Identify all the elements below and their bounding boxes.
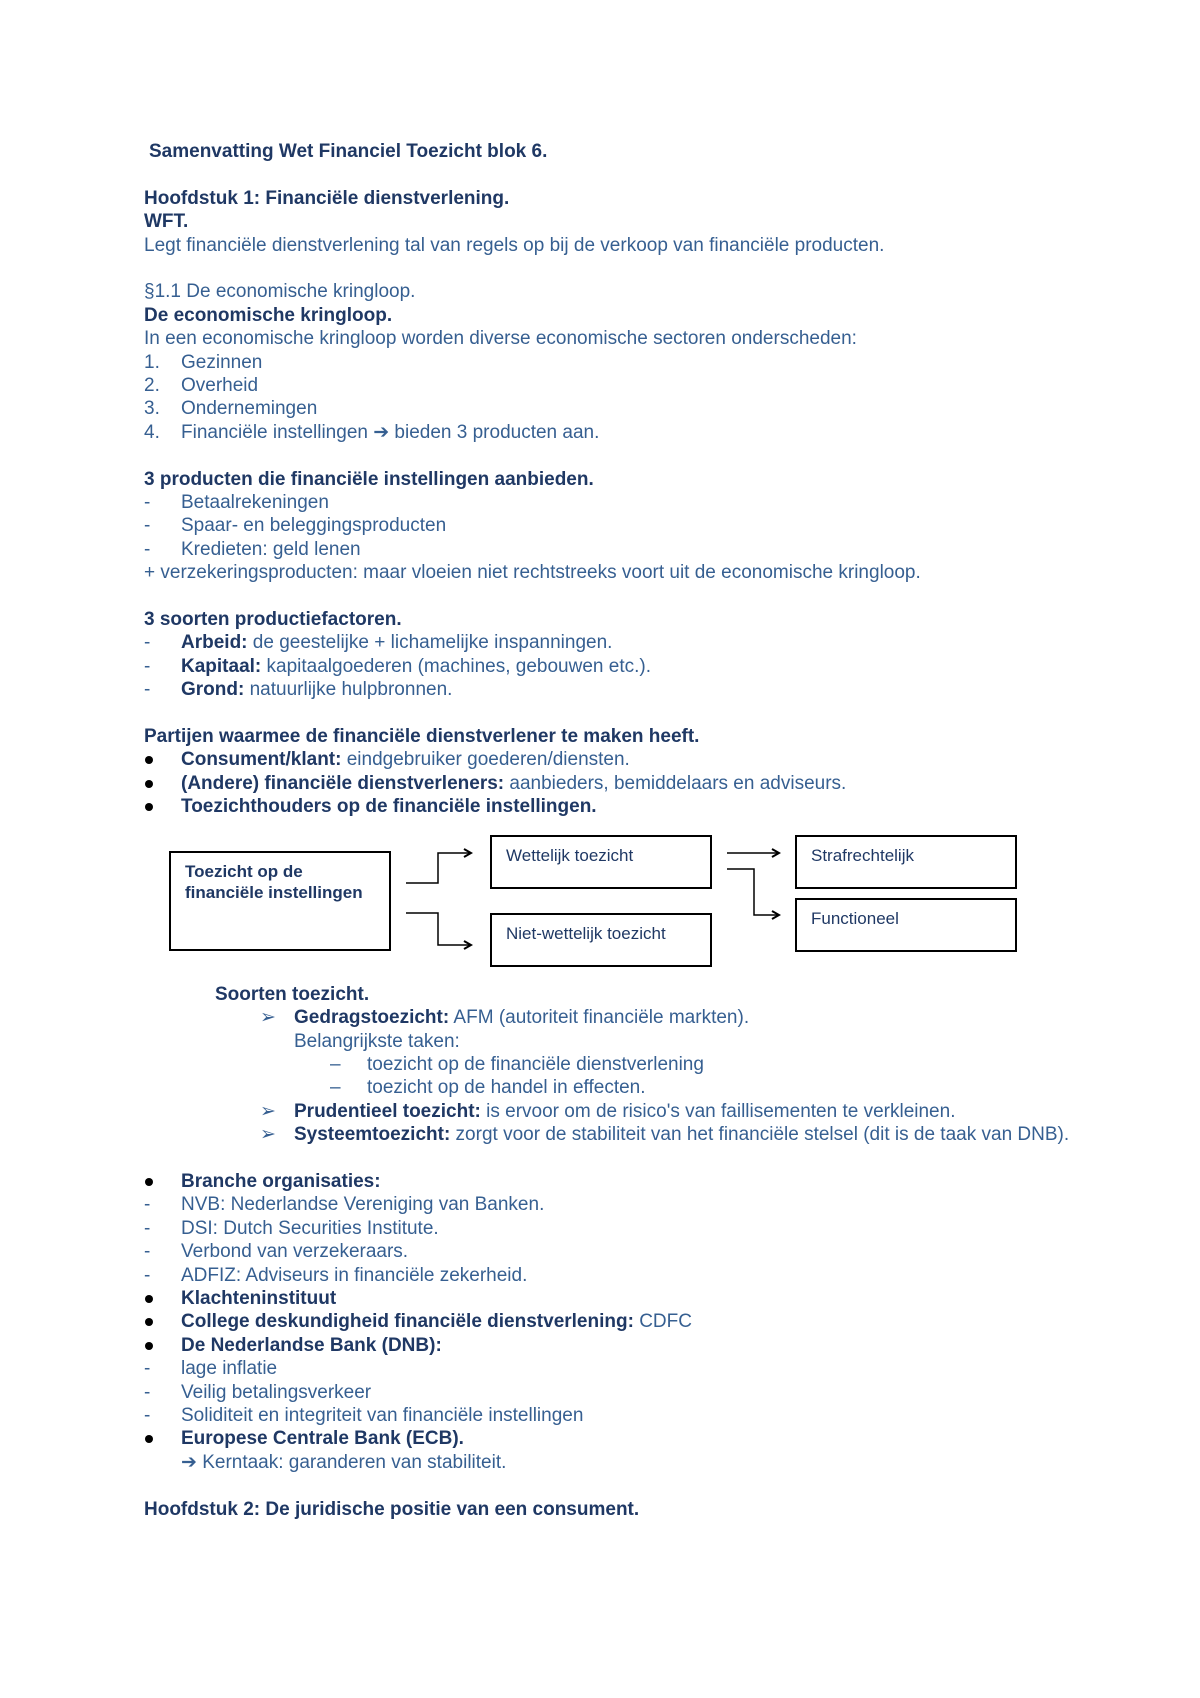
arrow-to-functioneel: [727, 869, 779, 915]
list-item: - DSI: Dutch Securities Institute.: [144, 1217, 439, 1239]
sectors-list: [144, 351, 1104, 445]
kringloop-intro: In een economische kringloop worden diverse economische sectoren onderscheden:: [144, 328, 857, 350]
chapter-2-heading: Hoofdstuk 2: De juridische positie van een consument.: [144, 1498, 640, 1520]
ecb-text: ➔ Kerntaak: garanderen van stabiliteit.: [181, 1451, 507, 1473]
list-item: Consument/klant: eindgebruiker goederen/diensten.: [144, 748, 1104, 771]
list-item: - Kredieten: geld lenen: [144, 538, 361, 560]
list-item: Toezichthouders op de financiële instellingen.: [144, 795, 1104, 818]
list-item: – toezicht op de financiële dienstverlening: [330, 1053, 704, 1075]
bullet-icon: [145, 1342, 153, 1350]
producten-list: [144, 491, 1104, 561]
document-page: [144, 140, 1104, 1521]
list-item: 4. Financiële instellingen ➔ bieden 3 producten aan.: [144, 421, 600, 443]
list-item: - NVB: Nederlandse Vereniging van Banken.: [144, 1194, 545, 1216]
list-item: 3. Ondernemingen: [144, 398, 318, 420]
bullet-icon: [145, 803, 153, 811]
list-item: - Kapitaal: kapitaalgoederen (machines, gebouwen etc.).: [144, 655, 651, 677]
list-item: Europese Centrale Bank (ECB).: [144, 1427, 1104, 1450]
list-item: - ADFIZ: Adviseurs in financiële zekerheid.: [144, 1264, 528, 1286]
list-item: - Verbond van verzekeraars.: [144, 1241, 409, 1263]
list-item: 2. Overheid: [144, 375, 259, 397]
list-item: - Soliditeit en integriteit van financiële instellingen: [144, 1405, 584, 1426]
factoren-heading: 3 soorten productiefactoren.: [144, 609, 402, 631]
diagram-niet-wettelijk-box: Niet-wettelijk toezicht: [490, 913, 712, 967]
list-item: ➢ Gedragstoezicht: AFM (autoriteit financiële markten).: [260, 1007, 750, 1029]
list-item: - lage inflatie: [144, 1358, 278, 1380]
partijen-list: [144, 748, 1104, 818]
wft-heading: WFT.: [144, 211, 189, 233]
list-item: 1. Gezinnen: [144, 351, 263, 373]
taken-label: Belangrijkste taken:: [294, 1030, 460, 1052]
list-item: - Veilig betalingsverkeer: [144, 1381, 372, 1403]
arrow-bullet-icon: ➢: [260, 1100, 276, 1122]
list-item: - Betaalrekeningen: [144, 492, 329, 514]
bullet-icon: [145, 1435, 153, 1443]
factoren-list: [144, 631, 1104, 701]
list-item: Branche organisaties:: [144, 1170, 1104, 1193]
soorten-heading: Soorten toezicht.: [215, 983, 370, 1005]
section-1-1: §1.1 De economische kringloop.: [144, 281, 416, 303]
kringloop-heading: De economische kringloop.: [144, 304, 393, 326]
arrow-bullet-icon: ➢: [260, 1007, 276, 1029]
list-item: (Andere) financiële dienstverleners: aanbieders, bemiddelaars en adviseurs.: [144, 772, 1104, 795]
list-item: - Arbeid: de geestelijke + lichamelijke inspanningen.: [144, 632, 613, 654]
list-item: - Grond: natuurlijke hulpbronnen.: [144, 679, 453, 701]
diagram-strafrechtelijk-box: Strafrechtelijk: [795, 835, 1017, 889]
document-title: Samenvatting Wet Financiel Toezicht blok 6.: [149, 141, 548, 162]
list-item: – toezicht op de handel in effecten.: [330, 1077, 646, 1099]
partijen-heading: Partijen waarmee de financiële dienstverlener te maken heeft.: [144, 726, 700, 748]
list-item: ➢ Systeemtoezicht: zorgt voor de stabiliteit van het financiële stelsel (dit is de taak van DNB).: [260, 1124, 1070, 1146]
list-item: ➢ Prudentieel toezicht: is ervoor om de risico's van faillisementen te verkleinen.: [260, 1100, 956, 1122]
toezicht-diagram: [144, 833, 1104, 983]
list-item: Klachteninstituut: [144, 1287, 1104, 1310]
list-item: College deskundigheid financiële dienstverlening: CDFC: [144, 1310, 1104, 1333]
bullet-icon: [145, 780, 153, 788]
bullet-icon: [145, 1295, 153, 1303]
arrow-bullet-icon: ➢: [260, 1124, 276, 1146]
diagram-functioneel-box: Functioneel: [795, 898, 1017, 952]
chapter-1-heading: Hoofdstuk 1: Financiële dienstverlening.: [144, 187, 510, 209]
list-item: - Spaar- en beleggingsproducten: [144, 515, 447, 537]
bullet-icon: [145, 756, 153, 764]
arrow-to-wettelijk: [406, 853, 471, 883]
wft-text: Legt financiële dienstverlening tal van regels op bij de verkoop van financiële producten.: [144, 234, 885, 256]
bullet-icon: [145, 1178, 153, 1186]
producten-heading: 3 producten die financiële instellingen aanbieden.: [144, 468, 594, 490]
bullet-icon: [145, 1318, 153, 1326]
producten-extra: + verzekeringsproducten: maar vloeien niet rechtstreeks voort uit de economische kringloop.: [144, 562, 921, 584]
diagram-wettelijk-box: Wettelijk toezicht: [490, 835, 712, 889]
arrow-to-niet-wettelijk: [406, 913, 471, 945]
diagram-root-box: Toezicht op de financiële instellingen: [169, 851, 391, 951]
list-item: De Nederlandse Bank (DNB):: [144, 1334, 1104, 1357]
